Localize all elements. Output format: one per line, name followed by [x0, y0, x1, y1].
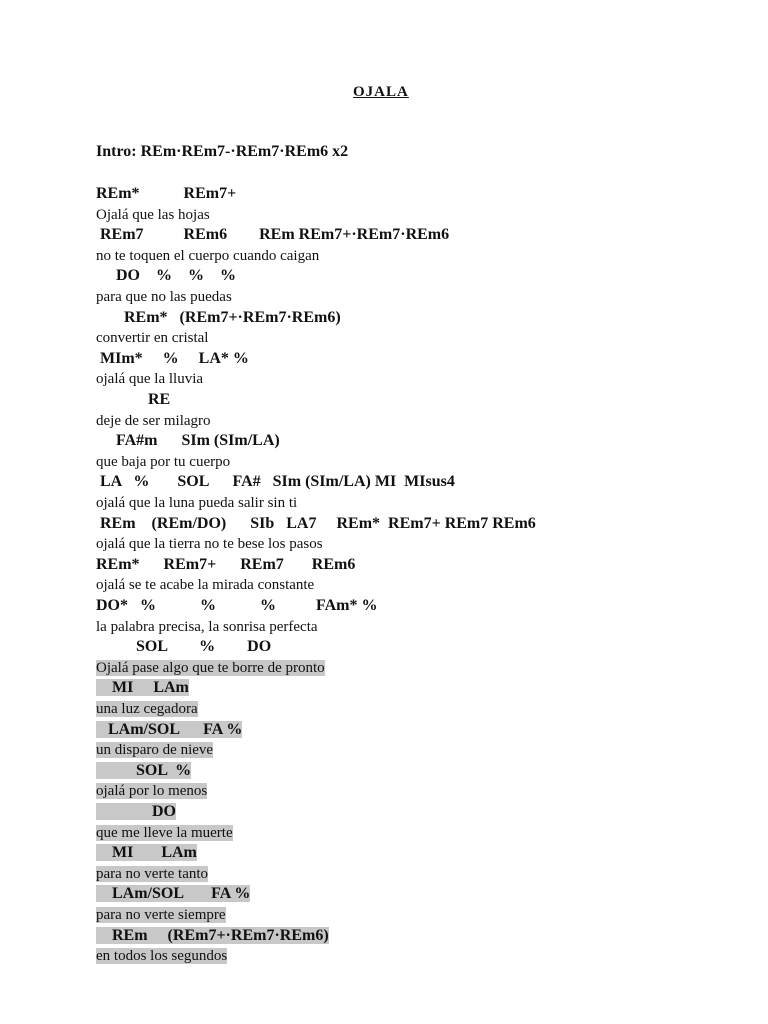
chord-text: RE [96, 391, 171, 408]
lyric-line [96, 328, 208, 347]
chord-line [96, 555, 355, 574]
chord-line [96, 596, 377, 615]
chord-text: DO [96, 803, 176, 820]
chord-line [96, 349, 249, 368]
lyric-text: deje de ser milagro [96, 412, 211, 429]
lyric-line [96, 246, 319, 265]
lyric-text: la palabra precisa, la sonrisa perfecta [96, 618, 318, 635]
chord-text: LAm/SOL FA % [96, 885, 251, 903]
chord-text: MI LAm [96, 679, 189, 697]
lyric-line [96, 534, 323, 553]
chord-line [96, 514, 536, 533]
lyric-line [96, 369, 203, 388]
lyric-line [96, 287, 232, 306]
song-title: OJALA [353, 84, 409, 100]
chord-line [96, 802, 176, 821]
chord-text: REm* (REm7+·REm7·REm6) [96, 308, 341, 326]
lyric-line [96, 205, 210, 224]
lyric-text: ojalá se te acabe la mirada constante [96, 577, 315, 594]
chord-text: LAm/SOL FA % [96, 720, 243, 738]
chord-line [96, 225, 449, 244]
lyric-text: no te toquen el cuerpo cuando caigan [96, 247, 320, 264]
chord-line [96, 184, 236, 203]
chord-text: DO* % % % FAm* % [96, 597, 378, 614]
chord-line [96, 637, 271, 656]
lyric-line [96, 493, 297, 512]
chord-text: REm (REm/DO) SIb LA7 REm* REm7+ REm7 REm6 [96, 514, 536, 532]
lyric-line [96, 864, 208, 883]
chord-line [96, 308, 341, 327]
lyric-text: para no verte tanto [96, 865, 209, 882]
chord-line [96, 926, 329, 945]
lyric-text: ojalá que la tierra no te bese los pasos [96, 536, 323, 553]
lyric-line [96, 699, 198, 718]
lyric-text: en todos los segundos [96, 948, 228, 965]
chord-text: REm* REm7+ REm7 REm6 [96, 555, 356, 573]
chord-text: LA % SOL FA# SIm (SIm/LA) MI MIsus4 [96, 473, 455, 491]
chord-line [96, 431, 280, 450]
lyric-line [96, 781, 207, 800]
chord-text: REm7 REm6 REm REm7+·REm7·REm6 [96, 226, 450, 244]
chord-line [96, 472, 455, 491]
lyric-text: una luz cegadora [96, 701, 198, 717]
chord-text: FA#m SIm (SIm/LA) [96, 432, 280, 450]
lyric-line [96, 658, 325, 677]
chord-text: SOL % DO [96, 638, 272, 656]
lyric-text: para no verte siempre [96, 907, 226, 923]
lyric-text: ojalá que la lluvia [96, 371, 204, 388]
chord-text: SOL % [96, 761, 192, 779]
lyric-text: Ojalá que las hojas [96, 206, 210, 223]
lyric-text: ojalá que la luna pueda salir sin ti [96, 495, 298, 511]
lyric-line [96, 575, 314, 594]
lyric-text: Ojalá pase algo que te borre de pronto [96, 659, 325, 676]
lyric-line [96, 946, 227, 965]
chord-line [96, 266, 236, 285]
chord-line [96, 390, 170, 409]
lyric-text: que me lleve la muerte [96, 824, 233, 841]
chord-line [96, 884, 250, 903]
lyric-line [96, 617, 318, 636]
chord-text: REm* REm7+ [96, 185, 237, 202]
chord-text: DO % % % [96, 267, 236, 285]
lyric-text: para que no las puedas [96, 289, 232, 305]
chord-text: MIm* % LA* % [96, 349, 249, 367]
chord-line [96, 678, 189, 697]
intro-line: Intro: REm·REm7-·REm7·REm6 x2 [96, 143, 349, 160]
chord-line [96, 720, 242, 739]
lyric-text: ojalá por lo menos [96, 783, 208, 800]
chord-text: REm (REm7+·REm7·REm6) [96, 926, 329, 944]
chord-line [96, 843, 197, 862]
chord-line [96, 761, 191, 780]
chord-text: MI LAm [96, 844, 197, 862]
lyric-line [96, 411, 211, 430]
lyric-text: que baja por tu cuerpo [96, 453, 231, 470]
lyric-line [96, 452, 230, 471]
lyric-line [96, 740, 213, 759]
lyric-text: convertir en cristal [96, 330, 209, 347]
lyric-text: un disparo de nieve [96, 742, 214, 759]
lyric-line [96, 823, 233, 842]
lyric-line [96, 905, 226, 924]
